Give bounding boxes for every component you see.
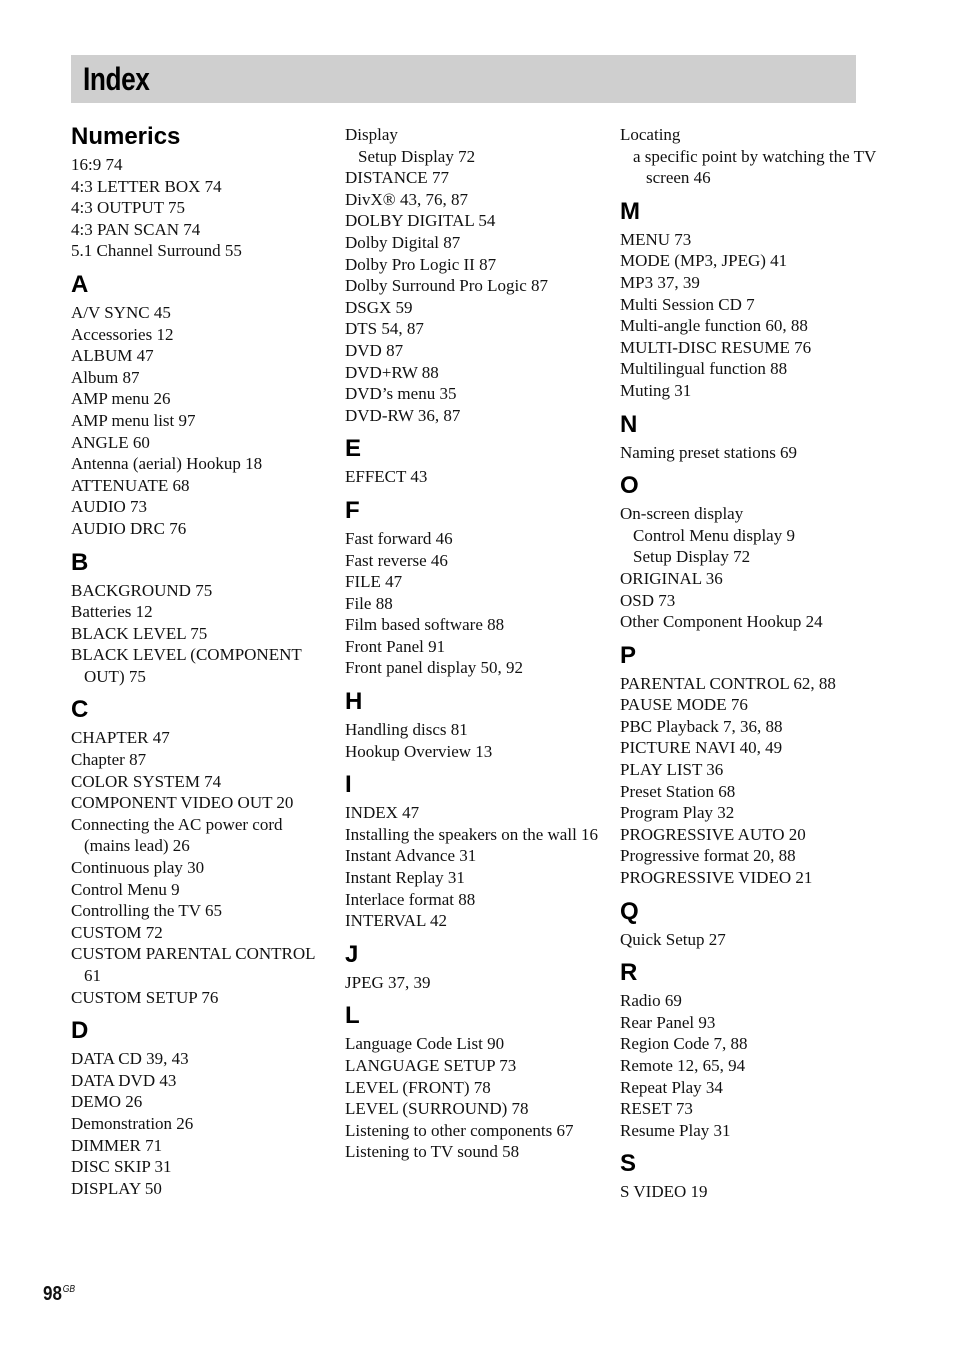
section-heading: E (345, 435, 362, 463)
section-j (345, 938, 600, 994)
index-entry: Display (345, 125, 398, 144)
index-entry: PAUSE MODE 76 (620, 695, 748, 715)
index-entry: Accessories 12 (71, 324, 174, 344)
section-numerics (71, 120, 321, 262)
section-c (71, 693, 321, 1008)
section-heading: L (345, 1002, 360, 1030)
index-entry: S VIDEO 19 (620, 1182, 708, 1202)
index-entry: 4:3 LETTER BOX 74 (71, 176, 222, 196)
index-entry: AUDIO 73 (71, 497, 148, 517)
index-entry: MP3 37, 39 (620, 272, 700, 292)
page-number-value: 98 (43, 1283, 62, 1305)
index-subentry: Setup Display 72 (358, 146, 476, 166)
index-entry: RESET 73 (620, 1099, 693, 1119)
index-entry: PICTURE NAVI 40, 49 (620, 738, 783, 758)
section-o (620, 469, 880, 633)
index-entry: Multi Session CD 7 (620, 294, 755, 314)
section-s (620, 1147, 880, 1203)
index-entry: File 88 (345, 593, 393, 613)
index-entry: DTS 54, 87 (345, 319, 424, 339)
section-heading: B (71, 548, 89, 576)
index-entry: DATA DVD 43 (71, 1070, 177, 1090)
index-entry: MODE (MP3, JPEG) 41 (620, 251, 788, 271)
index-entry: PROGRESSIVE AUTO 20 (620, 824, 806, 844)
section-heading: Numerics (71, 123, 181, 150)
index-entry: COMPONENT VIDEO OUT 20 (71, 793, 294, 813)
index-entry: Radio 69 (620, 991, 682, 1011)
index-entry: DIMMER 71 (71, 1135, 163, 1155)
index-entry: CUSTOM PARENTAL CONTROL 61 (71, 944, 315, 985)
index-entry: Controlling the TV 65 (71, 901, 222, 921)
section-r (620, 956, 880, 1141)
index-entry: BLACK LEVEL (COMPONENT OUT) 75 (71, 645, 302, 686)
index-entry: DATA CD 39, 43 (71, 1049, 189, 1069)
index-entry: Remote 12, 65, 94 (620, 1056, 746, 1075)
index-entry: A/V SYNC 45 (71, 302, 171, 322)
index-entry: AMP menu list 97 (71, 410, 196, 430)
index-entry: Muting 31 (620, 380, 692, 400)
section-d-continued (345, 120, 600, 426)
index-entry: DVD’s menu 35 (345, 384, 457, 404)
index-entry: MENU 73 (620, 229, 692, 249)
index-entry: DVD-RW 36, 87 (345, 405, 461, 425)
index-entry: On-screen display (620, 504, 744, 524)
index-entry: DISPLAY 50 (71, 1178, 162, 1198)
index-entry: DSGX 59 (345, 297, 413, 317)
section-h (345, 685, 600, 762)
section-heading: I (345, 771, 352, 799)
index-entry: AUDIO DRC 76 (71, 518, 187, 538)
index-entry: Program Play 32 (620, 803, 735, 823)
index-entry: Continuous play 30 (71, 858, 205, 878)
index-entry: DEMO 26 (71, 1092, 143, 1112)
page-number (43, 1283, 75, 1306)
index-entry: Dolby Digital 87 (345, 232, 461, 252)
index-entry: PLAY LIST 36 (620, 760, 724, 780)
index-entry: CUSTOM SETUP 76 (71, 987, 219, 1007)
index-entry: DivX® 43, 76, 87 (345, 189, 468, 209)
section-e (345, 432, 600, 488)
index-entry: LEVEL (FRONT) 78 (345, 1077, 491, 1097)
section-q (620, 895, 880, 951)
index-subentry: Control Menu display 9 (633, 525, 795, 545)
index-subentry: a specific point by watching the TV screen 46 (633, 146, 876, 188)
index-entry: 4:3 OUTPUT 75 (71, 198, 185, 218)
index-entry: Naming preset stations 69 (620, 442, 798, 462)
index-title-bar (71, 55, 856, 103)
index-entry: ORIGINAL 36 (620, 568, 723, 588)
index-subentry: Setup Display 72 (633, 547, 751, 567)
index-entry: Album 87 (71, 367, 140, 387)
index-entry: Preset Station 68 (620, 781, 736, 801)
section-heading: P (620, 641, 637, 669)
page-number-suffix: GB (62, 1284, 76, 1295)
index-entry: LEVEL (SURROUND) 78 (345, 1099, 529, 1119)
section-heading: R (620, 959, 638, 987)
section-heading: C (71, 696, 89, 724)
section-l-continued (620, 120, 880, 189)
index-entry: Listening to TV sound 58 (345, 1142, 520, 1162)
index-entry: PARENTAL CONTROL 62, 88 (620, 673, 836, 693)
section-heading: M (620, 197, 640, 225)
index-entry: DVD 87 (345, 340, 404, 360)
index-entry: Region Code 7, 88 (620, 1034, 748, 1054)
index-entry: Locating (620, 125, 681, 144)
section-i (345, 768, 600, 932)
index-entry: Quick Setup 27 (620, 929, 726, 949)
section-heading: D (71, 1017, 89, 1045)
section-m (620, 195, 880, 402)
index-entry: FILE 47 (345, 572, 403, 592)
index-entry: Interlace format 88 (345, 889, 476, 909)
index-entry: INTERVAL 42 (345, 911, 448, 931)
section-f (345, 494, 600, 679)
index-entry: LANGUAGE SETUP 73 (345, 1056, 517, 1075)
section-p (620, 639, 880, 889)
index-entry: Instant Replay 31 (345, 868, 465, 888)
index-entry: Dolby Surround Pro Logic 87 (345, 276, 549, 296)
section-heading: J (345, 940, 359, 968)
index-entry: 4:3 PAN SCAN 74 (71, 219, 201, 239)
index-entry: Other Component Hookup 24 (620, 612, 823, 632)
index-entry: DISC SKIP 31 (71, 1157, 172, 1177)
index-entry: Dolby Pro Logic II 87 (345, 254, 497, 274)
index-column-3 (620, 120, 880, 1209)
index-entry: BACKGROUND 75 (71, 580, 213, 600)
index-entry: COLOR SYSTEM 74 (71, 771, 222, 791)
index-entry: DOLBY DIGITAL 54 (345, 211, 496, 231)
section-a (71, 268, 321, 540)
index-entry: Fast reverse 46 (345, 550, 448, 570)
index-entry: PBC Playback 7, 36, 88 (620, 716, 783, 736)
index-entry: Multilingual function 88 (620, 359, 788, 379)
index-entry: Film based software 88 (345, 615, 505, 635)
index-entry: Batteries 12 (71, 602, 153, 622)
index-entry: Chapter 87 (71, 750, 147, 770)
index-entry: MULTI-DISC RESUME 76 (620, 337, 812, 357)
section-heading: F (345, 496, 360, 524)
index-entry: CHAPTER 47 (71, 728, 170, 748)
index-entry: Fast forward 46 (345, 528, 453, 548)
index-entry: DVD+RW 88 (345, 362, 439, 382)
index-entry: 5.1 Channel Surround 55 (71, 241, 242, 261)
index-entry: Hookup Overview 13 (345, 741, 493, 761)
index-entry: Installing the speakers on the wall 16 (345, 824, 599, 844)
index-entry: Progressive format 20, 88 (620, 846, 796, 866)
section-heading: N (620, 410, 638, 438)
section-d (71, 1014, 321, 1199)
index-entry: Multi-angle function 60, 88 (620, 316, 808, 336)
index-entry: JPEG 37, 39 (345, 972, 431, 992)
index-entry: DISTANCE 77 (345, 168, 449, 188)
index-entry: Listening to other components 67 (345, 1120, 574, 1140)
index-entry: Front Panel 91 (345, 636, 446, 656)
section-heading: A (71, 270, 89, 298)
index-entry: Instant Advance 31 (345, 846, 477, 866)
index-entry: CUSTOM 72 (71, 922, 163, 942)
index-entry: ATTENUATE 68 (71, 475, 190, 495)
page-title: Index (83, 61, 150, 97)
section-b (71, 546, 321, 688)
index-entry: Repeat Play 34 (620, 1077, 723, 1097)
index-entry: EFFECT 43 (345, 467, 428, 487)
section-heading: Q (620, 897, 639, 925)
index-entry: OSD 73 (620, 590, 676, 610)
section-heading: O (620, 472, 639, 500)
index-entry: Front panel display 50, 92 (345, 658, 524, 678)
index-entry: Resume Play 31 (620, 1120, 731, 1140)
index-entry: Demonstration 26 (71, 1113, 194, 1133)
index-entry: Control Menu 9 (71, 879, 180, 899)
index-entry: AMP menu 26 (71, 389, 171, 409)
index-entry: 16:9 74 (71, 155, 123, 174)
index-entry: Antenna (aerial) Hookup 18 (71, 454, 263, 474)
section-l (345, 999, 600, 1163)
index-entry: Handling discs 81 (345, 720, 468, 740)
index-column-2 (345, 120, 600, 1169)
index-entry: ALBUM 47 (71, 346, 154, 366)
index-entry: Connecting the AC power cord (mains lead) 26 (71, 814, 283, 856)
index-entry: PROGRESSIVE VIDEO 21 (620, 868, 813, 888)
index-entry: ANGLE 60 (71, 432, 150, 452)
index-column-1 (71, 120, 321, 1205)
section-heading: H (345, 688, 363, 716)
index-entry: INDEX 47 (345, 803, 420, 823)
section-heading: S (620, 1150, 637, 1178)
section-n (620, 408, 880, 464)
index-entry: Language Code List 90 (345, 1034, 505, 1054)
index-entry: Rear Panel 93 (620, 1012, 716, 1032)
index-entry: BLACK LEVEL 75 (71, 623, 208, 643)
